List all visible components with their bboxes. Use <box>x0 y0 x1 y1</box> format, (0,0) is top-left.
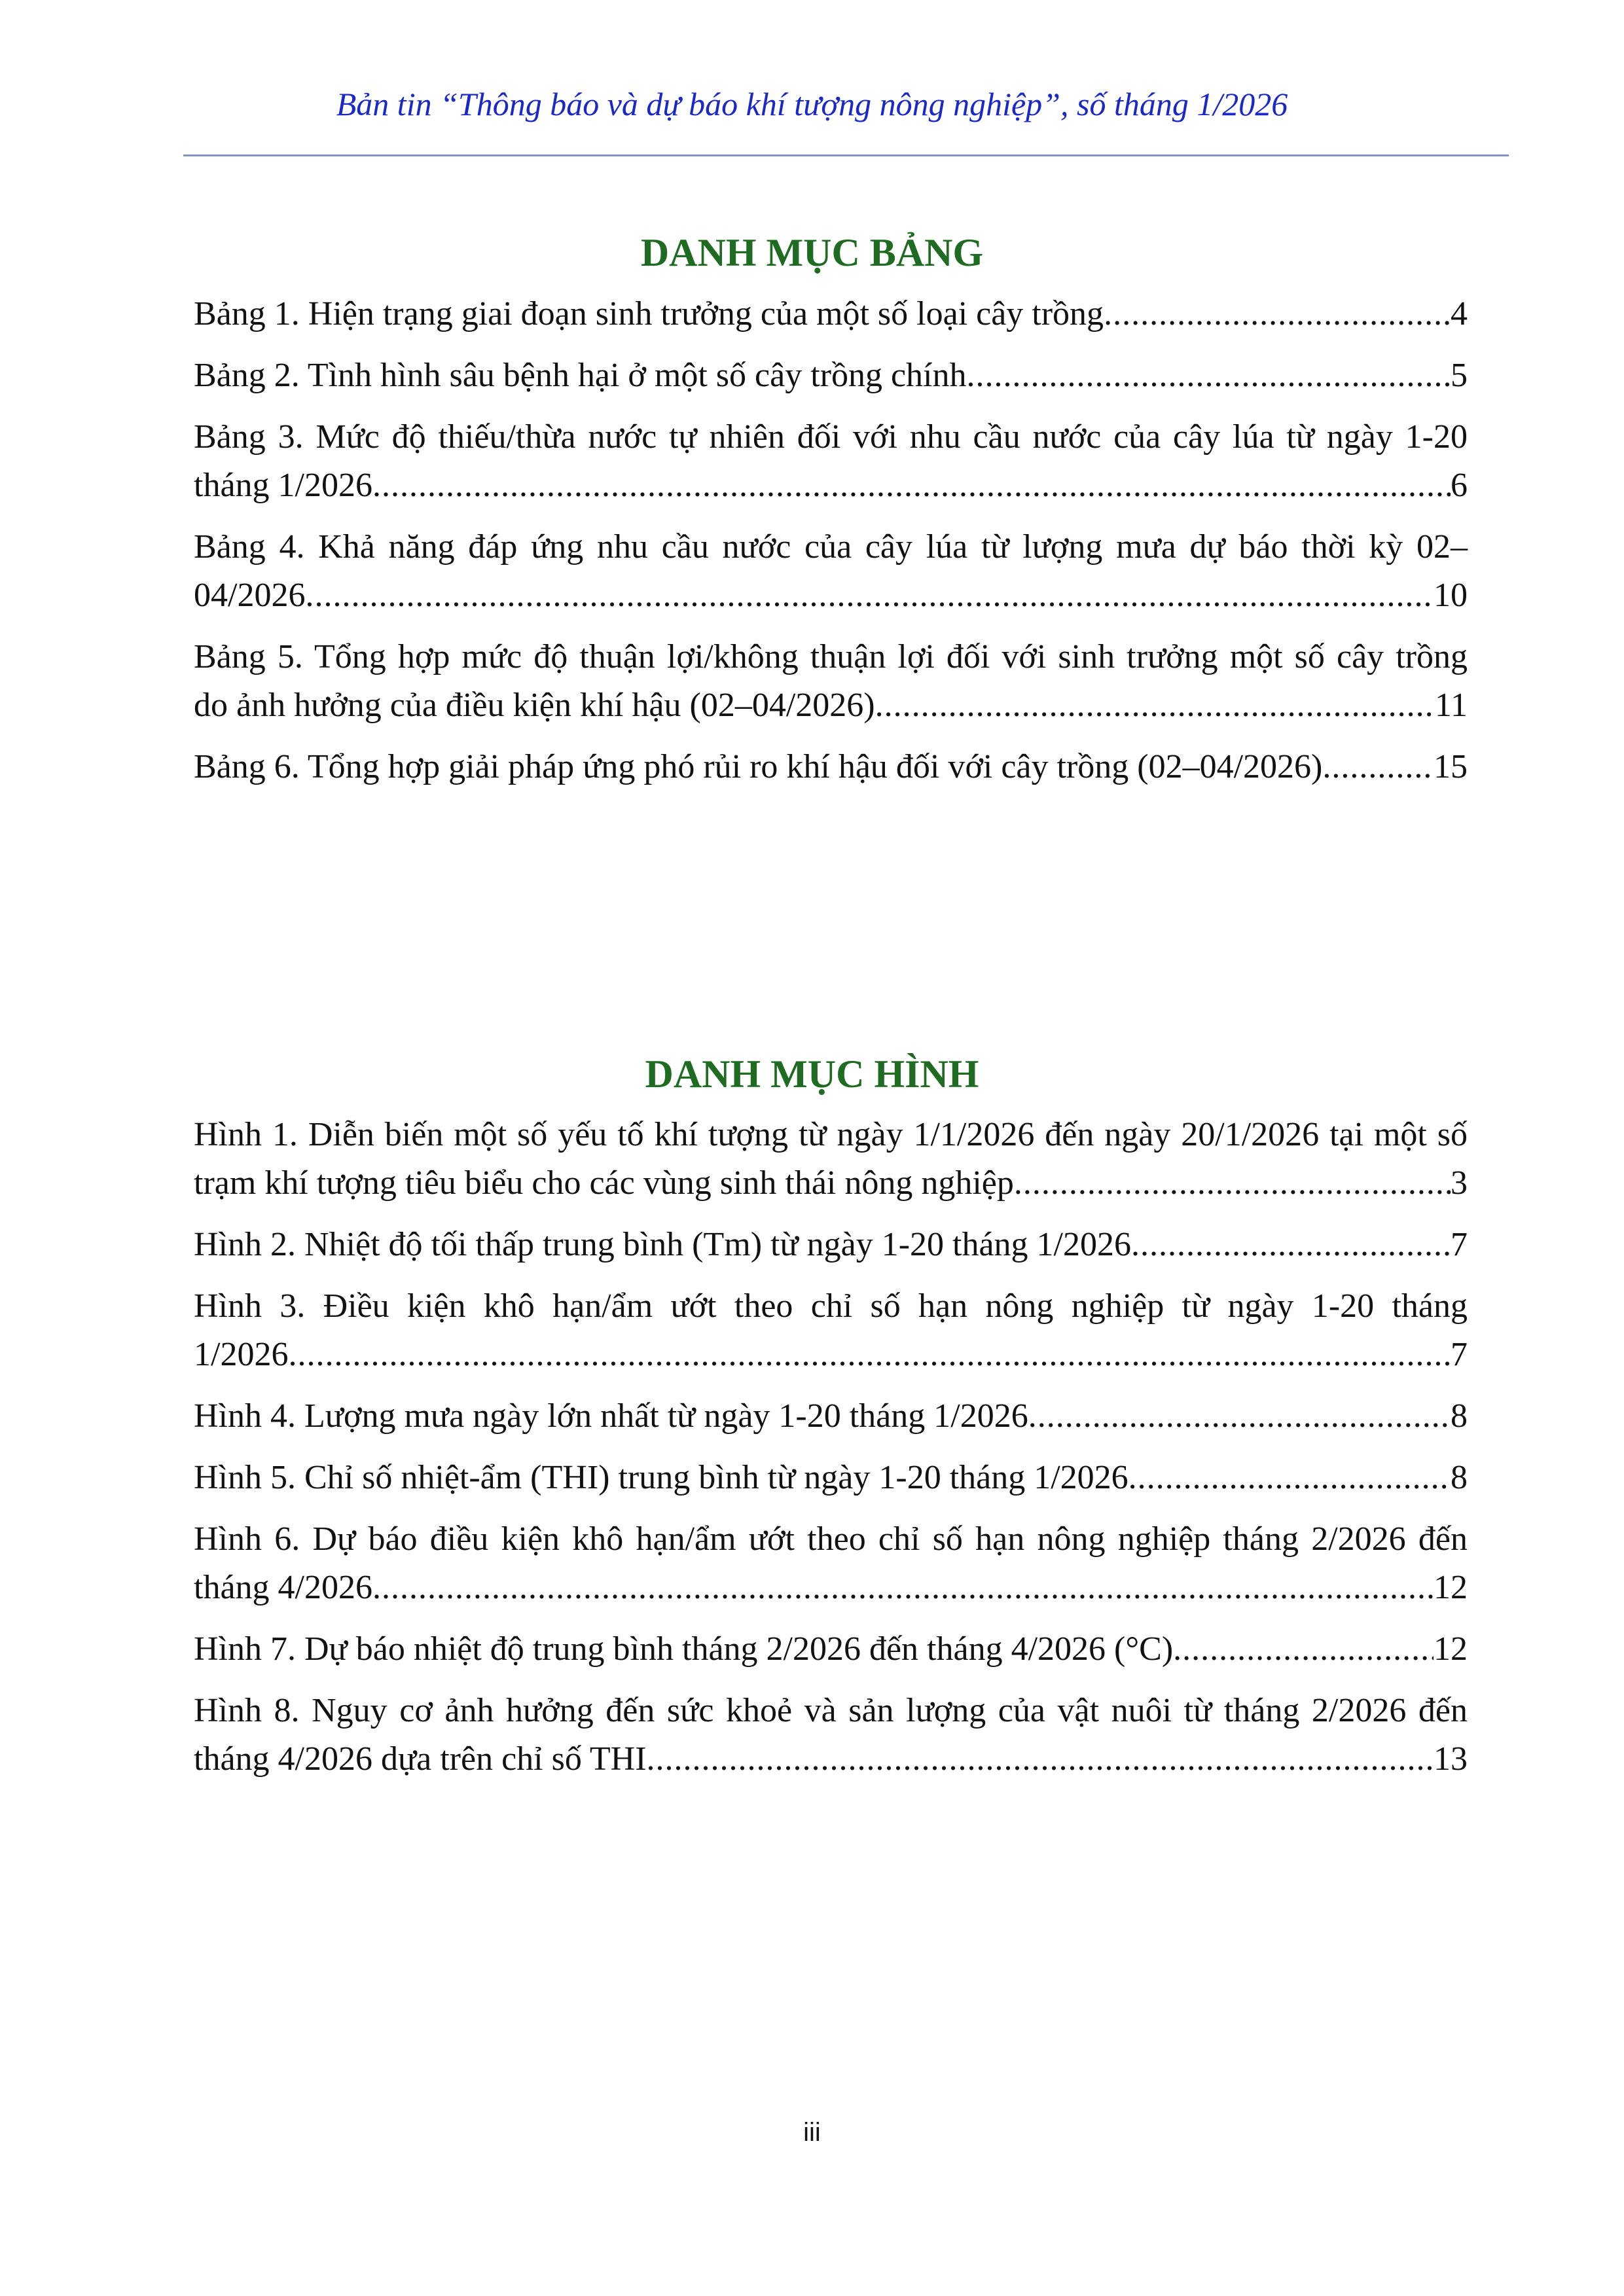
toc-entry-row <box>194 1159 1468 1208</box>
toc-entry-row <box>194 743 1468 791</box>
dot-leader <box>1128 1454 1451 1502</box>
toc-entry[interactable] <box>194 743 1468 791</box>
toc-entry-text: Hình 6. Dự báo điều kiện khô hạn/ẩm ướt theo chỉ số hạn nông nghiệp tháng 2/2026 đến <box>194 1520 1468 1558</box>
toc-entry-row <box>194 351 1468 400</box>
tables-toc-list <box>194 290 1468 804</box>
toc-entry-text: tháng 4/2026 <box>194 1569 372 1606</box>
dot-leader <box>875 681 1435 730</box>
figures-section-title: DANH MỤC HÌNH <box>645 1052 979 1096</box>
toc-entry[interactable] <box>194 413 1468 510</box>
toc-entry-text: Bảng 4. Khả năng đáp ứng nhu cầu nước của cây lúa từ lượng mưa dự báo thời kỳ 02– <box>194 528 1468 565</box>
toc-entry-row <box>194 1454 1468 1502</box>
toc-entry-text: Bảng 5. Tổng hợp mức độ thuận lợi/không thuận lợi đối với sinh trưởng một số cây trồng <box>194 638 1468 675</box>
toc-entry-row <box>194 1564 1468 1612</box>
toc-page-number: 7 <box>1451 1336 1468 1373</box>
toc-entry-text: Bảng 1. Hiện trạng giai đoạn sinh trưởng của một số loại cây trồng <box>194 295 1104 332</box>
page-number: iii <box>803 2118 821 2147</box>
toc-entry-text: Hình 3. Điều kiện khô hạn/ẩm ướt theo chỉ số hạn nông nghiệp từ ngày 1-20 tháng <box>194 1287 1468 1325</box>
toc-entry[interactable] <box>194 633 1468 730</box>
toc-page-number: 12 <box>1434 1569 1468 1606</box>
toc-page-number: 7 <box>1451 1226 1468 1263</box>
dot-leader <box>372 1564 1434 1612</box>
toc-entry[interactable] <box>194 1515 1468 1612</box>
toc-page-number: 11 <box>1434 687 1468 724</box>
toc-entry[interactable] <box>194 1687 1468 1784</box>
toc-page-number: 12 <box>1434 1630 1468 1668</box>
toc-entry-text: Hình 7. Dự báo nhiệt độ trung bình tháng 2/2026 đến tháng 4/2026 (°C) <box>194 1630 1174 1668</box>
toc-entry-text: tháng 1/2026 <box>194 467 372 504</box>
toc-entry-text: 04/2026 <box>194 577 306 614</box>
toc-entry-text: Bảng 6. Tổng hợp giải pháp ứng phó rủi ro khí hậu đối với cây trồng (02–04/2026) <box>194 748 1323 785</box>
toc-entry-row <box>194 571 1468 620</box>
toc-entry-text: Bảng 2. Tình hình sâu bệnh hại ở một số cây trồng chính <box>194 357 967 394</box>
toc-entry-text: Hình 4. Lượng mưa ngày lớn nhất từ ngày 1-20 tháng 1/2026 <box>194 1397 1028 1435</box>
toc-entry-text: 1/2026 <box>194 1336 289 1373</box>
toc-entry-text: do ảnh hưởng của điều kiện khí hậu (02–04/2026) <box>194 687 875 724</box>
dot-leader <box>1028 1392 1451 1441</box>
dot-leader <box>1131 1221 1451 1269</box>
tables-section-title: DANH MỤC BẢNG <box>640 231 984 274</box>
dot-leader <box>1173 1625 1434 1674</box>
toc-entry[interactable] <box>194 290 1468 338</box>
toc-entry-row <box>194 1331 1468 1379</box>
toc-entry-text: Hình 8. Nguy cơ ảnh hưởng đến sức khoẻ và sản lượng của vật nuôi từ tháng 2/2026 đến <box>194 1692 1468 1729</box>
toc-entry[interactable] <box>194 1221 1468 1269</box>
toc-page-number: 6 <box>1451 467 1468 504</box>
toc-entry-row <box>194 1625 1468 1674</box>
toc-entry-row <box>194 1392 1468 1441</box>
toc-page-number: 8 <box>1451 1397 1468 1435</box>
dot-leader <box>1322 743 1434 791</box>
header-divider <box>183 154 1509 156</box>
toc-page-number: 10 <box>1434 577 1468 614</box>
dot-leader <box>647 1735 1434 1784</box>
toc-page-number: 15 <box>1434 748 1468 785</box>
toc-entry-row <box>194 290 1468 338</box>
toc-entry-row <box>194 1735 1468 1784</box>
toc-entry[interactable] <box>194 1111 1468 1208</box>
toc-entry-text: Bảng 3. Mức độ thiếu/thừa nước tự nhiên đối với nhu cầu nước của cây lúa từ ngày 1-20 <box>194 418 1468 456</box>
dot-leader <box>1014 1159 1451 1208</box>
dot-leader <box>288 1331 1451 1379</box>
toc-page-number: 5 <box>1451 357 1468 394</box>
toc-entry[interactable] <box>194 1625 1468 1674</box>
toc-entry[interactable] <box>194 1392 1468 1441</box>
toc-entry-row <box>194 1221 1468 1269</box>
toc-entry-text: Hình 5. Chỉ số nhiệt-ẩm (THI) trung bình từ ngày 1-20 tháng 1/2026 <box>194 1459 1128 1496</box>
toc-entry-text: tháng 4/2026 dựa trên chỉ số THI <box>194 1740 647 1778</box>
bulletin-header: Bản tin “Thông báo và dự báo khí tượng nông nghiệp”, số tháng 1/2026 <box>336 86 1288 122</box>
toc-entry[interactable] <box>194 351 1468 400</box>
dot-leader <box>305 571 1434 620</box>
dot-leader <box>1104 290 1451 338</box>
toc-entry-text: trạm khí tượng tiêu biểu cho các vùng sinh thái nông nghiệp <box>194 1164 1014 1202</box>
dot-leader <box>372 461 1451 510</box>
toc-entry[interactable] <box>194 1282 1468 1379</box>
toc-page-number: 4 <box>1451 295 1468 332</box>
figures-toc-list <box>194 1111 1468 1797</box>
toc-page-number: 13 <box>1434 1740 1468 1778</box>
toc-entry-text: Hình 2. Nhiệt độ tối thấp trung bình (Tm) từ ngày 1-20 tháng 1/2026 <box>194 1226 1132 1263</box>
toc-page-number: 3 <box>1451 1164 1468 1202</box>
dot-leader <box>967 351 1451 400</box>
toc-entry-row <box>194 681 1468 730</box>
toc-entry[interactable] <box>194 1454 1468 1502</box>
toc-entry[interactable] <box>194 523 1468 620</box>
toc-page-number: 8 <box>1451 1459 1468 1496</box>
toc-entry-row <box>194 461 1468 510</box>
toc-entry-text: Hình 1. Diễn biến một số yếu tố khí tượng từ ngày 1/1/2026 đến ngày 20/1/2026 tại một số <box>194 1116 1468 1153</box>
